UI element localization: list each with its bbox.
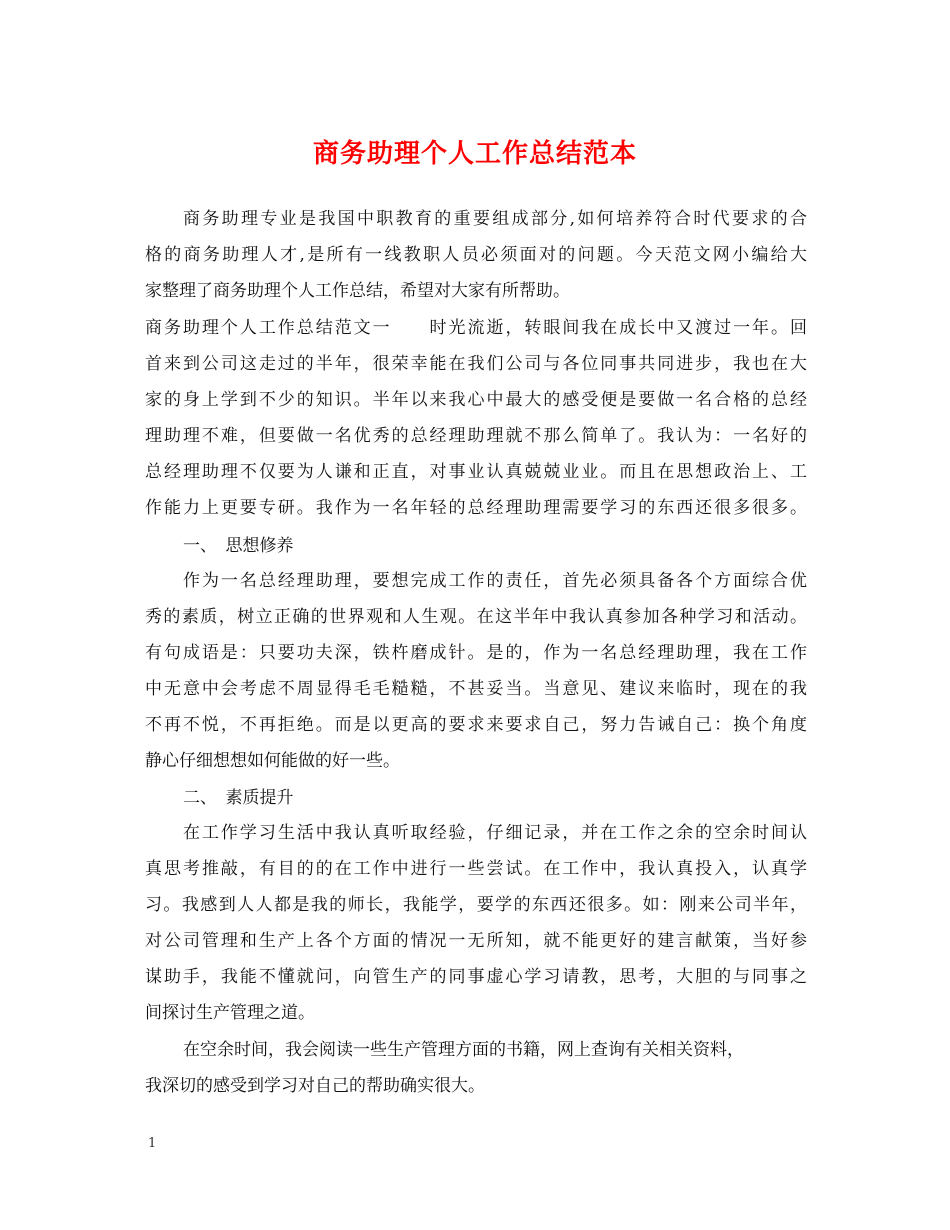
paragraph-line: 我深切的感受到学习对自己的帮助确实很大。 [145,1076,485,1096]
paragraph-line: 家整理了商务助理个人工作总结，希望对大家有所帮助。 [145,281,570,301]
paragraph-line: 对公司管理和生产上各个方面的情况一无所知，就不能更好的建言献策，当好参 [145,931,807,951]
paragraph-line: 商务助理专业是我国中职教育的重要组成部分,如何培养符合时代要求的合 [183,209,807,229]
section-heading: 二、 素质提升 [183,788,294,808]
paragraph-line: 作为一名总经理助理，要想完成工作的责任，首先必须具备各个方面综合优 [183,571,807,591]
paragraph-line: 真思考推敲，有目的的在工作中进行一些尝试。在工作中，我认真投入，认真学 [145,859,807,879]
paragraph-line: 格的商务助理人才,是所有一线教职人员必须面对的问题。今天范文网小编给大 [145,245,807,265]
paragraph-line: 总经理助理不仅要为人谦和正直，对事业认真兢兢业业。而且在思想政治上、工 [145,462,807,482]
document-title: 商务助理个人工作总结范本 [312,139,637,169]
paragraph-line: 在工作学习生活中我认真听取经验，仔细记录，并在工作之余的空余时间认 [183,823,807,843]
paragraph-line: 不再不悦，不再拒绝。而是以更高的要求来要求自己，努力告诫自己：换个角度 [145,715,807,735]
paragraph-line: 理助理不难，但要做一名优秀的总经理助理就不那么简单了。我认为：一名好的 [145,426,807,446]
paragraph-line: 作能力上更要专研。我作为一名年轻的总经理助理需要学习的东西还很多很多。 [145,498,807,518]
paragraph-line: 有句成语是：只要功夫深，铁杵磨成针。是的，作为一名总经理助理，我在工作 [145,643,807,663]
paragraph-line: 静心仔细想想如何能做的好一些。 [145,751,400,771]
paragraph-line: 谋助手，我能不懂就问，向管生产的同事虚心学习请教，思考，大胆的与同事之 [145,967,807,987]
paragraph-line: 间探讨生产管理之道。 [145,1003,315,1023]
paragraph-line: 习。我感到人人都是我的师长，我能学，要学的东西还很多。如：刚来公司半年， [145,895,807,915]
paragraph-line: 秀的素质，树立正确的世界观和人生观。在这半年中我认真参加各种学习和活动。 [145,607,807,627]
page-number: 1 [148,1136,157,1151]
section-heading: 一、 思想修养 [183,536,294,556]
paragraph-line: 首来到公司这走过的半年，很荣幸能在我们公司与各位同事共同进步，我也在大 [145,354,807,374]
paragraph-line: 中无意中会考虑不周显得毛毛糙糙，不甚妥当。当意见、建议来临时，现在的我 [145,679,807,699]
paragraph-line: 商务助理个人工作总结范文一 时光流逝，转眼间我在成长中又渡过一年。回 [145,318,807,338]
paragraph-line: 家的身上学到不少的知识。半年以来我心中最大的感受便是要做一名合格的总经 [145,390,807,410]
paragraph-line: 在空余时间，我会阅读一些生产管理方面的书籍，网上查询有关相关资料， [183,1040,744,1060]
